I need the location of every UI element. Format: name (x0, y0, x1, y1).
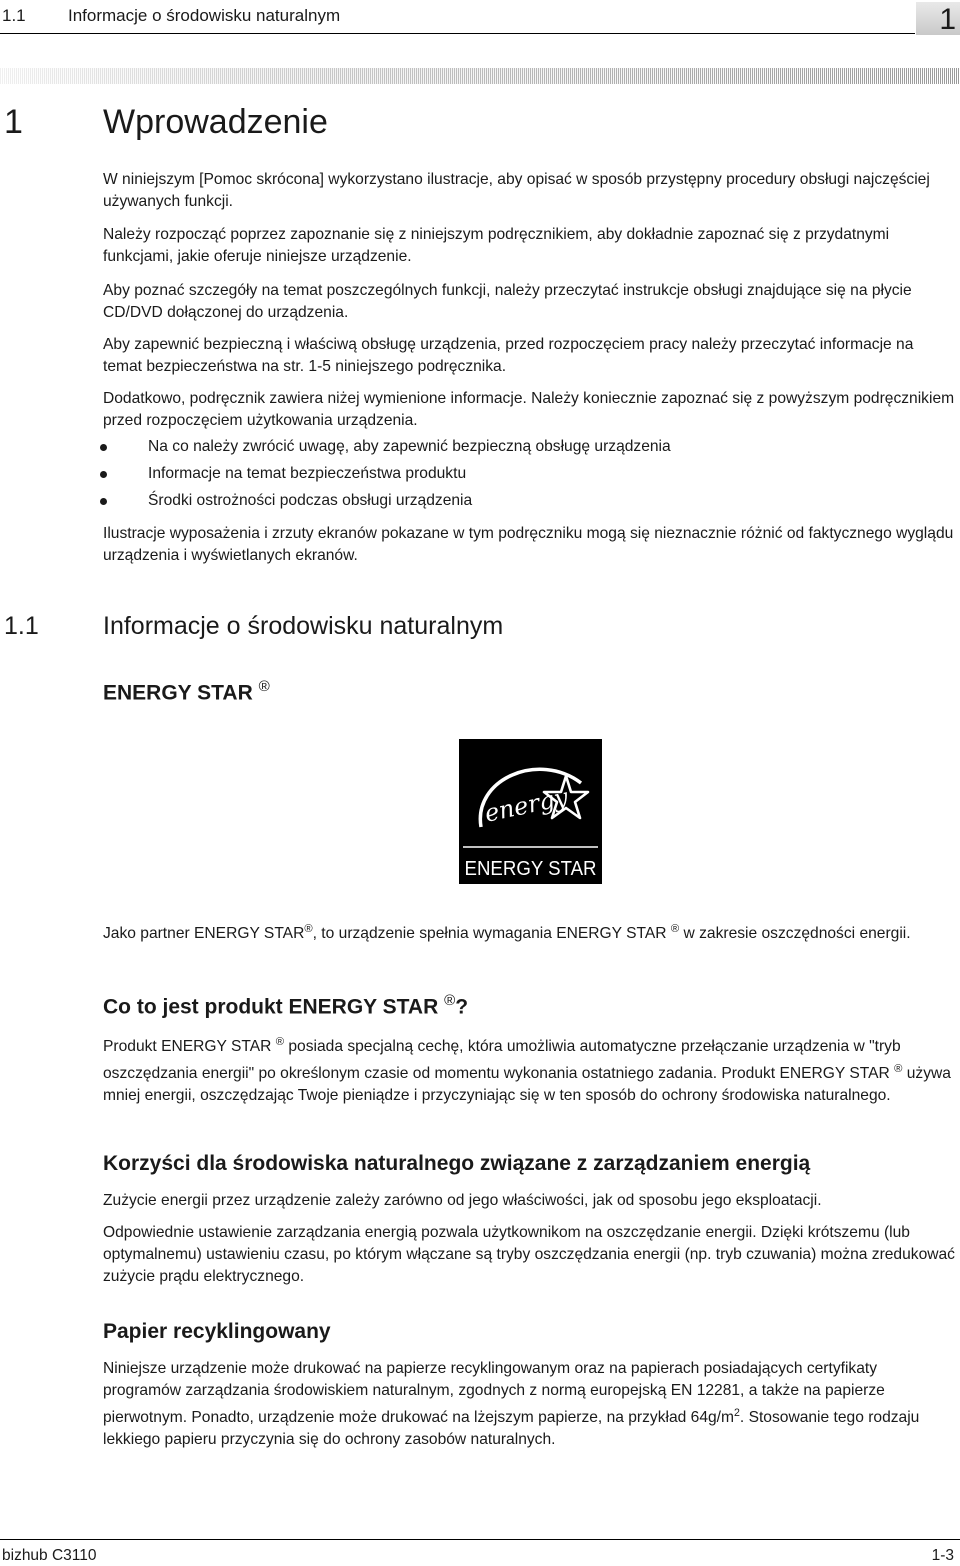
header-stripe-band (0, 68, 960, 84)
recycled-paper-paragraph: Niniejsze urządzenie może drukować na papierze recyklingowanym oraz na papierach posiadających certyfikaty programów zarządzania środowiskiem naturalnym, zgodnych z normą europejską EN 12281, a także na papierze pierwotnym. Ponadto, urządzenie może drukować na lżejszym papierze, na przykład $64g/m^2$. Stosowanie tego rodzaju lekkiego papieru przyczynia się do ochrony zasobów naturalnych. (103, 1360, 920, 1449)
energy-star-heading: ENERGY STAR ® (103, 678, 270, 705)
intro-paragraph-1: W niniejszym [Pomoc skrócona] wykorzystano ilustracje, aby opisać w sposób przystępny procedury obsługi najczęściej używanych funkcji. (103, 171, 930, 210)
intro-paragraph-5: Dodatkowo, podręcznik zawiera niżej wymienione informacje. Należy koniecznie zapoznać się z powyższym podręcznikiem przed rozpoczęciem użytkowania urządzenia. (103, 390, 955, 429)
list-item: Informacje na temat bezpieczeństwa produktu (103, 463, 955, 490)
running-header-section-number: 1.1 (2, 6, 26, 25)
header-divider (0, 33, 915, 34)
intro-paragraph-6: Ilustracje wyposażenia i zrzuty ekranów pokazane w tym podręczniku mogą się nieznacznie różnić od faktycznego wyglądu urządzenia i wyświetlanych ekranów. (103, 525, 954, 564)
chapter-tab: 1 (916, 2, 960, 35)
bullet-dot-icon (100, 471, 107, 478)
energy-star-logo (459, 739, 602, 884)
bullet-dot-icon (100, 444, 107, 451)
benefits-paragraph-1: Zużycie energii przez urządzenie zależy zarówno od jego właściwości, jak od sposobu jego eksploatacji. (103, 1192, 822, 1209)
benefits-paragraph-2: Odpowiednie ustawienie zarządzania energią pozwala użytkownikom na oszczędzanie energii. Dzięki krótszemu (lub optymalnemu) ustawieniu czasu, po którym włączane są tryby oszczędzania energii (np. tryb czuwania) można zredukować zużycie prądu elektrycznego. (103, 1224, 955, 1285)
chapter-number: 1 (4, 103, 23, 141)
what-is-energy-star-heading: Co to jest produkt ENERGY STAR ®? (103, 992, 469, 1019)
running-header-title: Informacje o środowisku naturalnym (68, 6, 341, 25)
intro-paragraph-2: Należy rozpocząć poprzez zapoznanie się z niniejszym podręcznikiem, aby dokładnie zapoznać się z przydatnymi funkcjami, jakie oferuje niniejsze urządzenie. (103, 226, 890, 265)
list-item: Na co należy zwrócić uwagę, aby zapewnić bezpieczną obsługę urządzenia (103, 436, 955, 463)
chapter-title: Wprowadzenie (103, 103, 328, 141)
intro-paragraph-4: Aby zapewnić bezpieczną i właściwą obsługę urządzenia, przed rozpoczęciem pracy należy przeczytać informacje na temat bezpieczeństwa na str. 1-5 niniejszego podręcznika. (103, 336, 914, 375)
energy-script-text: energy (482, 782, 571, 828)
footer-page-number: 1-3 (931, 1547, 954, 1564)
energy-star-label: ENERGY STAR (464, 858, 597, 880)
list-item: Środki ostrożności podczas obsługi urządzenia (103, 490, 955, 517)
energy-star-logo-graphic (459, 739, 602, 884)
section-number: 1.1 (4, 612, 39, 640)
recycled-paper-heading: Papier recyklingowany (103, 1320, 331, 1343)
bullet-dot-icon (100, 498, 107, 505)
info-bullet-list (103, 436, 955, 517)
footer-product-name: bizhub C3110 (2, 1547, 97, 1564)
footer-divider (0, 1539, 960, 1540)
intro-paragraph-3: Aby poznać szczegóły na temat poszczególnych funkcji, należy przeczytać instrukcje obsługi znajdujące się na płycie CD/DVD dołączonej do urządzenia. (103, 282, 912, 321)
partner-paragraph: Jako partner ENERGY STAR®, to urządzenie spełnia wymagania ENERGY STAR ® w zakresie oszczędności energii. (103, 923, 911, 943)
section-title: Informacje o środowisku naturalnym (103, 612, 504, 640)
what-is-paragraph: Produkt ENERGY STAR ® posiada specjalną cechę, która umożliwia automatyczne przełączanie urządzenia w "tryb oszczędzania energii" po określonym czasie od momentu wykonania ostatniego zadania. Produkt ENERGY STAR ® używa mniej energii, oszczędzając Twoje pieniądze i przyczyniając się w ten sposób do ochrony środowiska naturalnego. (103, 1036, 951, 1105)
benefits-heading: Korzyści dla środowiska naturalnego związane z zarządzaniem energią (103, 1152, 811, 1175)
